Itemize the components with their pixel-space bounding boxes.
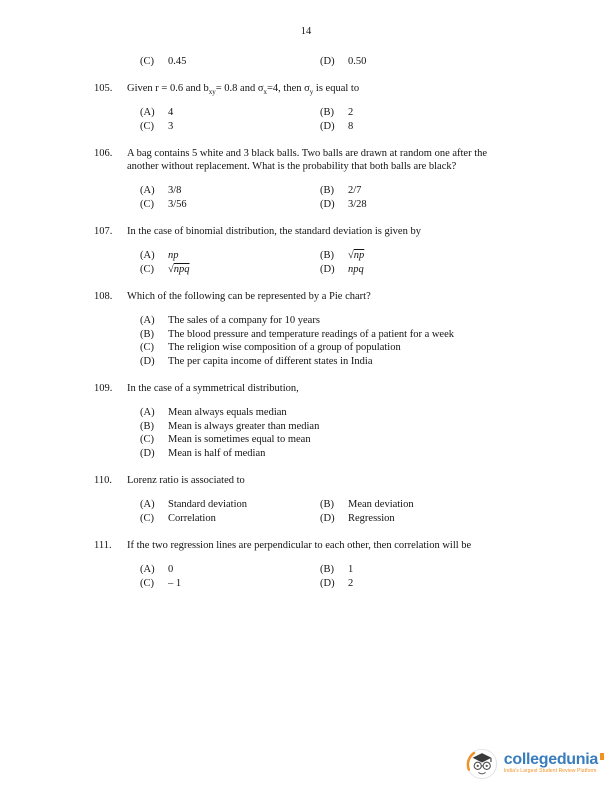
option bbox=[320, 249, 518, 262]
question-body bbox=[127, 290, 518, 368]
option-text: 2/7 bbox=[348, 185, 362, 196]
option-label: (D) bbox=[320, 56, 335, 67]
option bbox=[140, 447, 518, 460]
option-label: (C) bbox=[140, 513, 154, 524]
option-label: (B) bbox=[320, 499, 334, 510]
question-text: Lorenz ratio is associated to bbox=[127, 475, 245, 486]
options bbox=[140, 106, 518, 133]
question-list bbox=[94, 55, 518, 604]
option-label: (B) bbox=[140, 420, 154, 432]
question bbox=[94, 474, 518, 525]
options bbox=[140, 563, 518, 590]
option bbox=[140, 106, 320, 119]
question-text: In the case of a symmetrical distribution, bbox=[127, 383, 299, 394]
option-label: (C) bbox=[140, 264, 154, 275]
question-body bbox=[127, 147, 518, 211]
option-label: (C) bbox=[140, 56, 154, 67]
brand-name: collegedunia bbox=[503, 751, 598, 768]
logo-accent-mark bbox=[600, 753, 604, 760]
option-label: (B) bbox=[320, 107, 334, 118]
option bbox=[140, 55, 320, 68]
option-text: Standard deviation bbox=[168, 499, 248, 510]
question-text: Given r = 0.6 and $b_{xy}= 0.8$ and $\sigma_x=4$, then $\sigma_y$ is equal to bbox=[127, 83, 360, 97]
option-text: Mean is half of median bbox=[168, 447, 266, 459]
option-text: Mean deviation bbox=[348, 499, 414, 510]
option-text: npq bbox=[348, 264, 364, 275]
question-body bbox=[127, 55, 518, 68]
option-text: √npq bbox=[168, 264, 190, 275]
option-label: (A) bbox=[140, 315, 155, 326]
option bbox=[140, 314, 518, 327]
option-label: (A) bbox=[140, 499, 155, 510]
question-number: 109. bbox=[94, 383, 113, 394]
option-label: (C) bbox=[140, 199, 154, 210]
question-body bbox=[127, 539, 518, 590]
option-label: (D) bbox=[320, 121, 335, 132]
option bbox=[320, 577, 518, 590]
option bbox=[140, 184, 320, 197]
question bbox=[94, 82, 518, 133]
question bbox=[94, 539, 518, 590]
option-text: 1 bbox=[348, 564, 354, 575]
option-label: (D) bbox=[140, 447, 155, 459]
brand-name-row bbox=[504, 751, 604, 768]
options bbox=[140, 406, 518, 460]
option-text: 3/56 bbox=[168, 199, 187, 210]
question bbox=[94, 290, 518, 368]
option-label: (B) bbox=[320, 185, 334, 196]
option-label: (C) bbox=[140, 342, 154, 353]
option bbox=[320, 512, 518, 525]
option-label: (C) bbox=[140, 121, 154, 132]
question bbox=[94, 382, 518, 460]
question-number: 106. bbox=[94, 148, 113, 159]
question-text: In the case of binomial distribution, the standard deviation is given by bbox=[127, 226, 421, 237]
option-text: 3/8 bbox=[168, 185, 182, 196]
question bbox=[94, 55, 518, 68]
option-label: (A) bbox=[140, 564, 155, 575]
option-text: 3 bbox=[168, 121, 174, 132]
question-number bbox=[94, 55, 127, 68]
question-text: If the two regression lines are perpendicular to each other, then correlation will be bbox=[127, 540, 472, 551]
option bbox=[320, 498, 518, 511]
option-label: (B) bbox=[320, 564, 334, 575]
question-number: 105. bbox=[94, 83, 113, 94]
option bbox=[140, 512, 320, 525]
option-text: The per capita income of different states in India bbox=[168, 355, 373, 367]
option-text: The sales of a company for 10 years bbox=[168, 315, 320, 326]
option bbox=[320, 563, 518, 576]
question bbox=[94, 225, 518, 276]
option bbox=[140, 328, 518, 341]
question-body bbox=[127, 474, 518, 525]
option-text: √np bbox=[348, 250, 365, 261]
option bbox=[140, 198, 320, 211]
option-text: np bbox=[168, 250, 179, 261]
option bbox=[140, 563, 320, 576]
option bbox=[140, 120, 320, 133]
collegedunia-mascot-icon bbox=[465, 746, 499, 780]
option-label: (A) bbox=[140, 107, 155, 118]
option bbox=[140, 406, 518, 419]
options bbox=[140, 249, 518, 276]
option bbox=[140, 498, 320, 511]
option-label: (D) bbox=[320, 578, 335, 589]
option-label: (A) bbox=[140, 250, 155, 261]
option-label: (D) bbox=[320, 513, 335, 524]
option-label: (A) bbox=[140, 185, 155, 196]
option-text: Mean is sometimes equal to mean bbox=[168, 434, 311, 445]
page-number: 14 bbox=[300, 26, 312, 37]
option-text: 3/28 bbox=[348, 199, 367, 210]
option-label: (B) bbox=[140, 328, 154, 340]
question bbox=[94, 147, 518, 211]
options bbox=[140, 55, 518, 68]
question-body bbox=[127, 225, 518, 276]
option-label: (D) bbox=[140, 355, 155, 367]
option bbox=[320, 198, 518, 211]
option-text: Mean always equals median bbox=[168, 407, 287, 418]
option-text: 2 bbox=[348, 107, 354, 118]
option bbox=[320, 184, 518, 197]
option bbox=[140, 433, 518, 446]
option bbox=[140, 263, 320, 276]
option bbox=[140, 420, 518, 433]
option bbox=[140, 355, 518, 368]
option-label: (C) bbox=[140, 578, 154, 589]
question-text: A bag contains 5 white and 3 black balls. Two balls are drawn at random one after the another without replacement. What is the probability that both balls are black? bbox=[127, 148, 488, 172]
option-text: 8 bbox=[348, 121, 354, 132]
option-text: Correlation bbox=[168, 513, 216, 524]
option-text: 4 bbox=[168, 107, 174, 118]
question-body bbox=[127, 382, 518, 460]
question-number: 107. bbox=[94, 226, 113, 237]
options bbox=[140, 498, 518, 525]
options bbox=[140, 184, 518, 211]
option-text: The blood pressure and temperature readings of a patient for a week bbox=[168, 328, 455, 340]
option-text: Mean is always greater than median bbox=[168, 420, 320, 432]
option-label: (A) bbox=[140, 407, 155, 418]
option bbox=[320, 55, 518, 68]
option-label: (D) bbox=[320, 199, 335, 210]
option-text: The religion wise composition of a group of population bbox=[168, 342, 401, 353]
question-number: 111. bbox=[94, 540, 112, 551]
option bbox=[320, 263, 518, 276]
option-text: – 1 bbox=[168, 578, 182, 589]
option bbox=[320, 120, 518, 133]
collegedunia-logo bbox=[465, 746, 604, 780]
option-text: 2 bbox=[348, 578, 354, 589]
options bbox=[140, 314, 518, 368]
logo-text bbox=[504, 751, 604, 775]
option-text: 0.45 bbox=[168, 56, 187, 67]
brand-tagline: India's Largest Student Review Platform bbox=[503, 768, 597, 774]
option-text: 0.50 bbox=[348, 56, 367, 67]
option bbox=[140, 577, 320, 590]
option bbox=[320, 106, 518, 119]
question-text: Which of the following can be represented by a Pie chart? bbox=[127, 291, 371, 302]
option-label: (C) bbox=[140, 434, 154, 445]
option-text: 0 bbox=[168, 564, 174, 575]
option-label: (B) bbox=[320, 250, 334, 261]
question-number: 108. bbox=[94, 291, 113, 302]
option-label: (D) bbox=[320, 264, 335, 275]
option-text: Regression bbox=[348, 513, 395, 524]
question-number: 110. bbox=[94, 475, 112, 486]
option bbox=[140, 249, 320, 262]
option bbox=[140, 341, 518, 354]
question-body bbox=[127, 82, 518, 133]
